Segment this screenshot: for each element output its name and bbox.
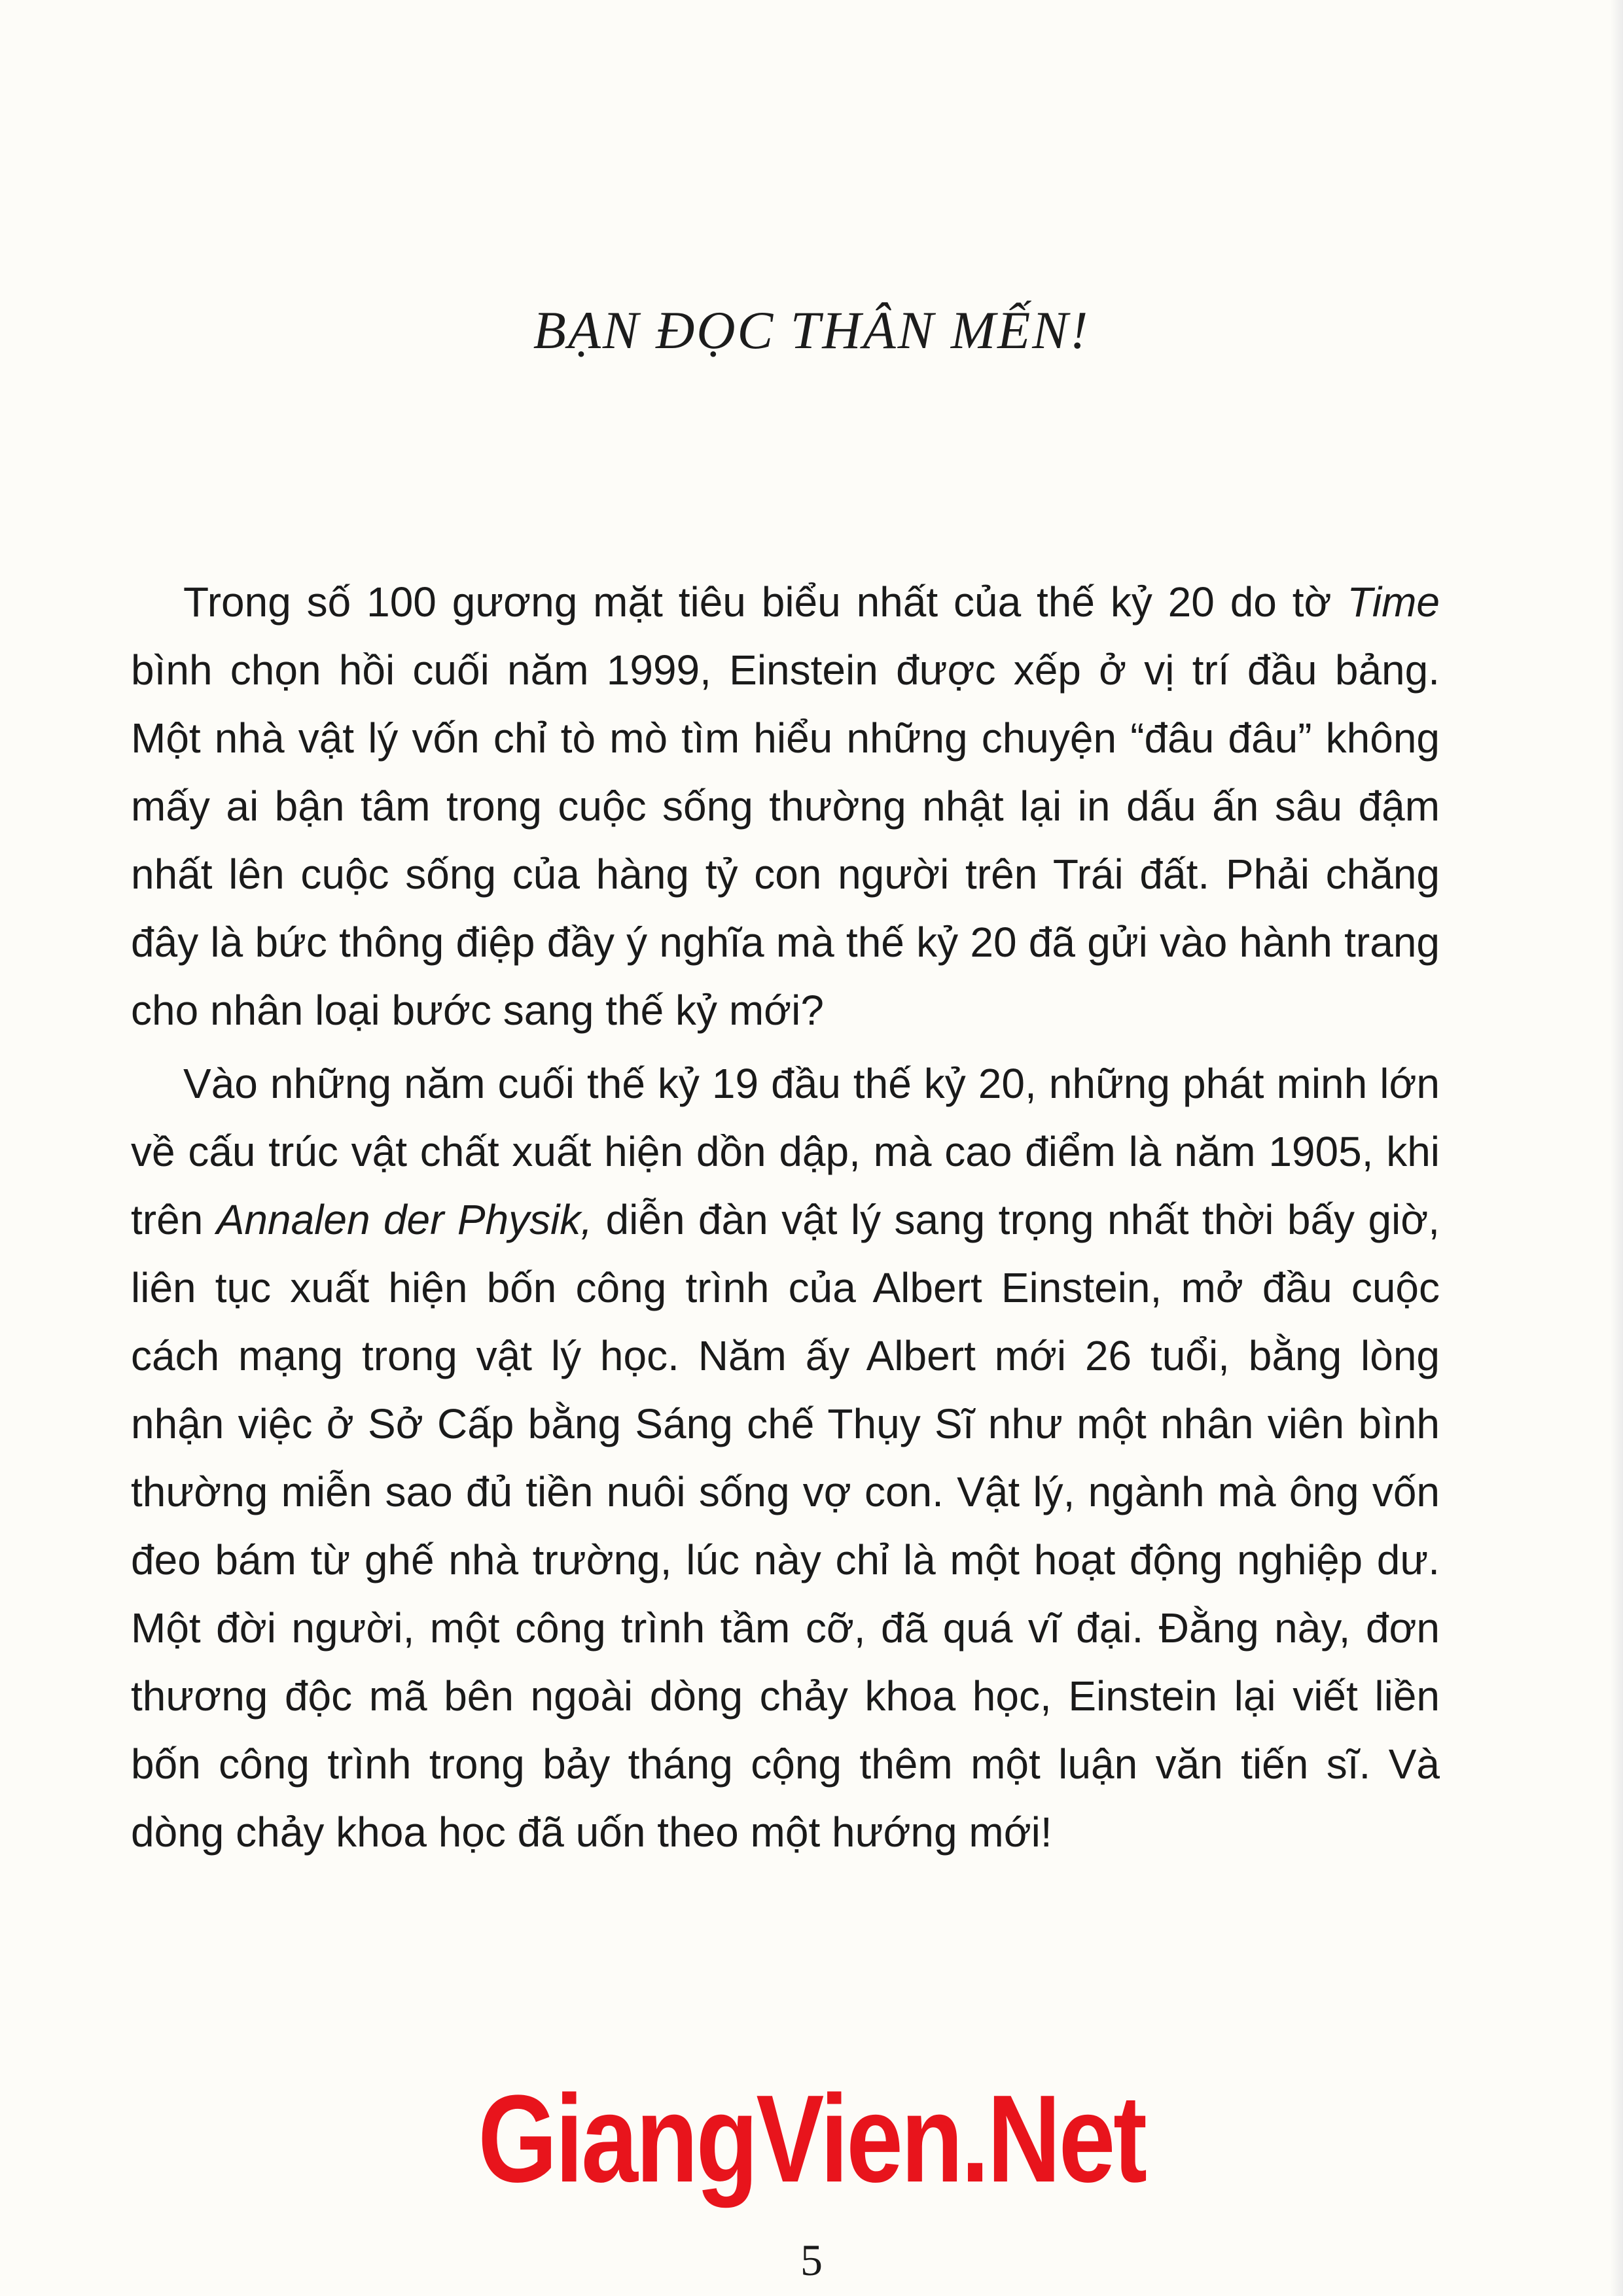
page-edge-shadow [1610,0,1623,2296]
paragraph-2-part-1: Vào những năm cuối thế kỷ 19 đầu thế kỷ 20, những phát minh lớn về cấu trúc vật chất xuất hiện dồn dập, mà cao điểm là năm 1905, khi trên [131,1060,1440,1243]
journal-name: Annalen der Physik, [216,1196,593,1243]
paragraph-1-part-2: bình chọn hồi cuối năm 1999, Einstein được xếp ở vị trí đầu bảng. Một nhà vật lý vốn chỉ tò mò tìm hiểu những chuyện “đâu đâu” không mấy ai bận tâm trong cuộc sống thường nhật lại in dấu ấn sâu đậm nhất lên cuộc sống của hàng tỷ con người trên Trái đất. Phải chăng đây là bức thông điệp đầy ý nghĩa mà thế kỷ 20 đã gửi vào hành trang cho nhân loại bước sang thế kỷ mới? [131,646,1440,1034]
page-number: 5 [800,2235,823,2285]
paragraph-2 [131,1050,1440,1866]
paragraph-2-part-2: diễn đàn vật lý sang trọng nhất thời bấy giờ, liên tục xuất hiện bốn công trình của Albert Einstein, mở đầu cuộc cách mạng trong vật lý học. Năm ấy Albert mới 26 tuổi, bằng lòng nhận việc ở Sở Cấp bằng Sáng chế Thụy Sĩ như một nhân viên bình thường miễn sao đủ tiền nuôi sống vợ con. Vật lý, ngành mà ông vốn đeo bám từ ghế nhà trường, lúc này chỉ là một hoạt động nghiệp dư. Một đời người, một công trình tầm cỡ, đã quá vĩ đại. Đằng này, đơn thương độc mã bên ngoài dòng chảy khoa học, Einstein lại viết liền bốn công trình trong bảy tháng cộng thêm một luận văn tiến sĩ. Và dòng chảy khoa học đã uốn theo một hướng mới! [131,1196,1440,1856]
paragraph-1-part-1: Trong số 100 gương mặt tiêu biểu nhất của thế kỷ 20 do tờ [183,578,1347,626]
body-text [131,568,1440,1866]
watermark-logo: GiangVien.Net [478,2070,1145,2208]
paragraph-1 [131,568,1440,1044]
page-title: BẠN ĐỌC THÂN MẾN! [533,300,1090,360]
magazine-name: Time [1347,578,1440,626]
